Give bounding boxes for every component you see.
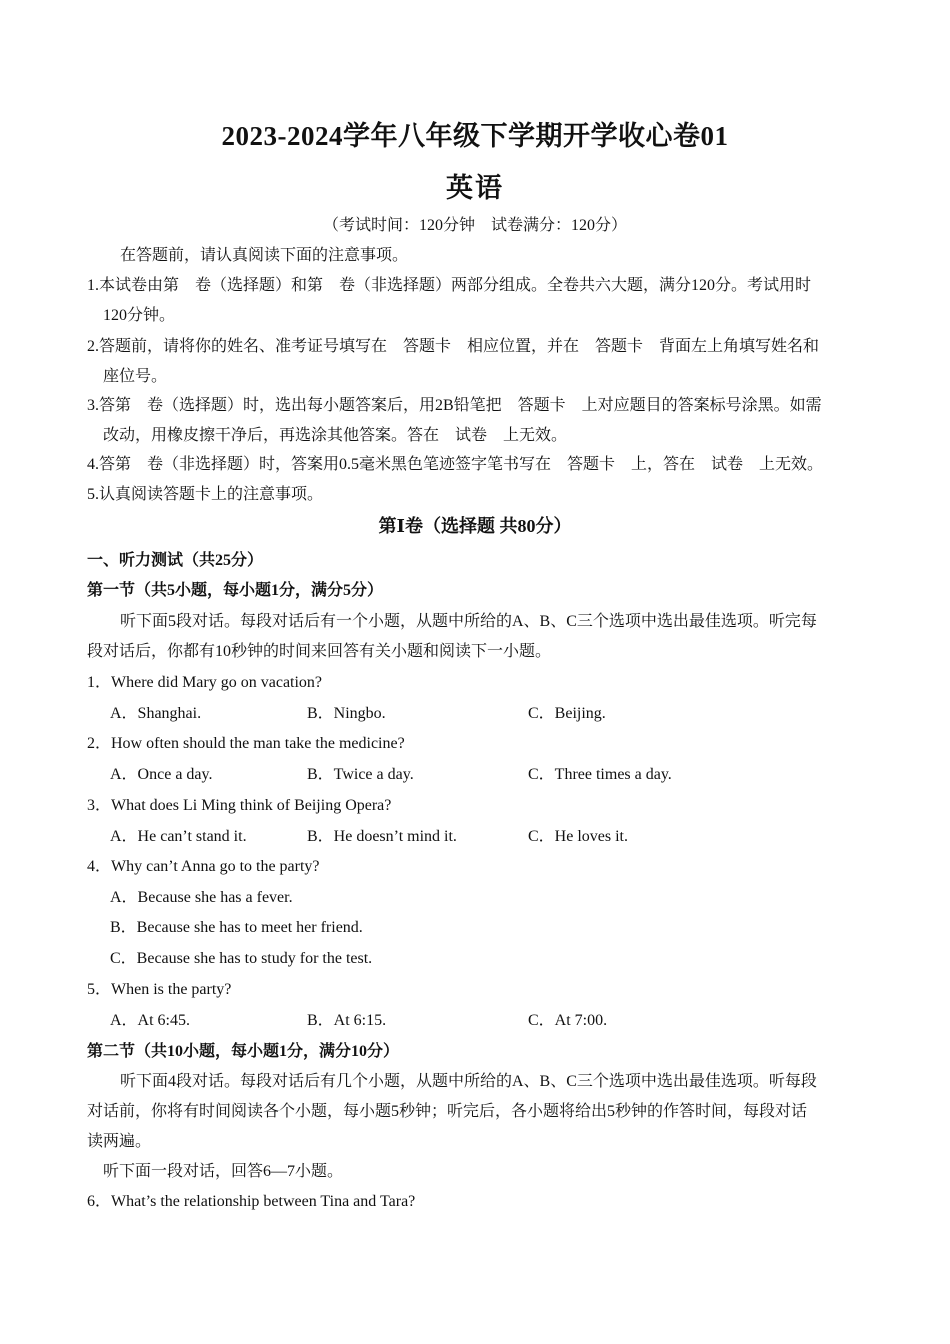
- notice-item-1: 1.本试卷由第 卷（选择题）和第 卷（非选择题）两部分组成。全卷共六大题，满分120分。考试用时: [87, 277, 812, 294]
- notice-item-3: 3.答第 卷（选择题）时，选出每小题答案后，用2B铅笔把 答题卡 上对应题目的答案标号涂黑。如需: [87, 397, 822, 414]
- question-6: 6．What’s the relationship between Tina and Tara?: [87, 1193, 416, 1210]
- subsection-1-instructions-cont: 段对话后，你都有10秒钟的时间来回答有关小题和阅读下一小题。: [87, 643, 552, 660]
- notice-item-2-cont: 座位号。: [103, 368, 168, 385]
- question-2-option-c: C．Three times a day.: [528, 766, 672, 783]
- question-4-option-a: A．Because she has a fever.: [110, 889, 293, 906]
- question-4-option-c: C．Because she has to study for the test.: [110, 950, 373, 967]
- subsection-2-instructions-cont2: 读两遍。: [87, 1133, 152, 1150]
- subsection-1-instructions: 听下面5段对话。每段对话后有一个小题，从题中所给的A、B、C三个选项中选出最佳选项。听完每: [120, 613, 817, 630]
- notice-item-5: 5.认真阅读答题卡上的注意事项。: [87, 486, 324, 503]
- part-title: 第Ⅰ卷（选择题 共80分）: [378, 516, 572, 536]
- notice-item-1-cont: 120分钟。: [103, 307, 176, 324]
- question-3-option-c: C．He loves it.: [528, 828, 628, 845]
- notice-intro: 在答题前，请认真阅读下面的注意事项。: [120, 247, 409, 264]
- section-title: 一、听力测试（共25分）: [87, 552, 264, 569]
- subsection-2-instructions-cont: 对话前，你将有时间阅读各个小题，每小题5秒钟；听完后，各小题将给出5秒钟的作答时间，每段对话: [87, 1103, 808, 1120]
- question-1-option-a: A．Shanghai.: [110, 705, 202, 722]
- question-2-option-b: B．Twice a day.: [307, 766, 414, 783]
- subsection-2-title: 第二节（共10小题，每小题1分，满分10分）: [87, 1043, 400, 1060]
- notice-item-3-cont: 改动，用橡皮擦干净后，再选涂其他答案。答在 试卷 上无效。: [103, 427, 568, 444]
- question-5-option-a: A．At 6:45.: [110, 1012, 191, 1029]
- question-4: 4．Why can’t Anna go to the party?: [87, 858, 320, 875]
- subsection-2-instructions: 听下面4段对话。每段对话后有几个小题，从题中所给的A、B、C三个选项中选出最佳选项。听每段: [120, 1073, 817, 1090]
- subsection-2-lead: 听下面一段对话，回答6—7小题。: [103, 1163, 344, 1180]
- question-1: 1．Where did Mary go on vacation?: [87, 674, 323, 691]
- question-2: 2．How often should the man take the medicine?: [87, 735, 405, 752]
- question-3-option-a: A．He can’t stand it.: [110, 828, 247, 845]
- question-2-option-a: A．Once a day.: [110, 766, 213, 783]
- question-3: 3．What does Li Ming think of Beijing Opera?: [87, 797, 392, 814]
- subject-title: 英语: [446, 173, 504, 203]
- question-4-option-b: B．Because she has to meet her friend.: [110, 919, 363, 936]
- notice-item-2: 2.答题前，请将你的姓名、准考证号填写在 答题卡 相应位置，并在 答题卡 背面左上角填写姓名和: [87, 338, 820, 355]
- question-5-option-b: B．At 6:15.: [307, 1012, 387, 1029]
- question-1-option-b: B．Ningbo.: [307, 705, 386, 722]
- exam-info: （考试时间：120分钟 试卷满分：120分）: [322, 217, 627, 234]
- notice-item-4: 4.答第 卷（非选择题）时，答案用0.5毫米黑色笔迹签字笔书写在 答题卡 上，答在 试卷 上无效。: [87, 456, 824, 473]
- page-title: 2023-2024学年八年级下学期开学收心卷01: [221, 121, 729, 151]
- question-1-option-c: C．Beijing.: [528, 705, 606, 722]
- subsection-1-title: 第一节（共5小题，每小题1分，满分5分）: [87, 582, 384, 599]
- question-5-option-c: C．At 7:00.: [528, 1012, 608, 1029]
- question-5: 5．When is the party?: [87, 981, 232, 998]
- question-3-option-b: B．He doesn’t mind it.: [307, 828, 457, 845]
